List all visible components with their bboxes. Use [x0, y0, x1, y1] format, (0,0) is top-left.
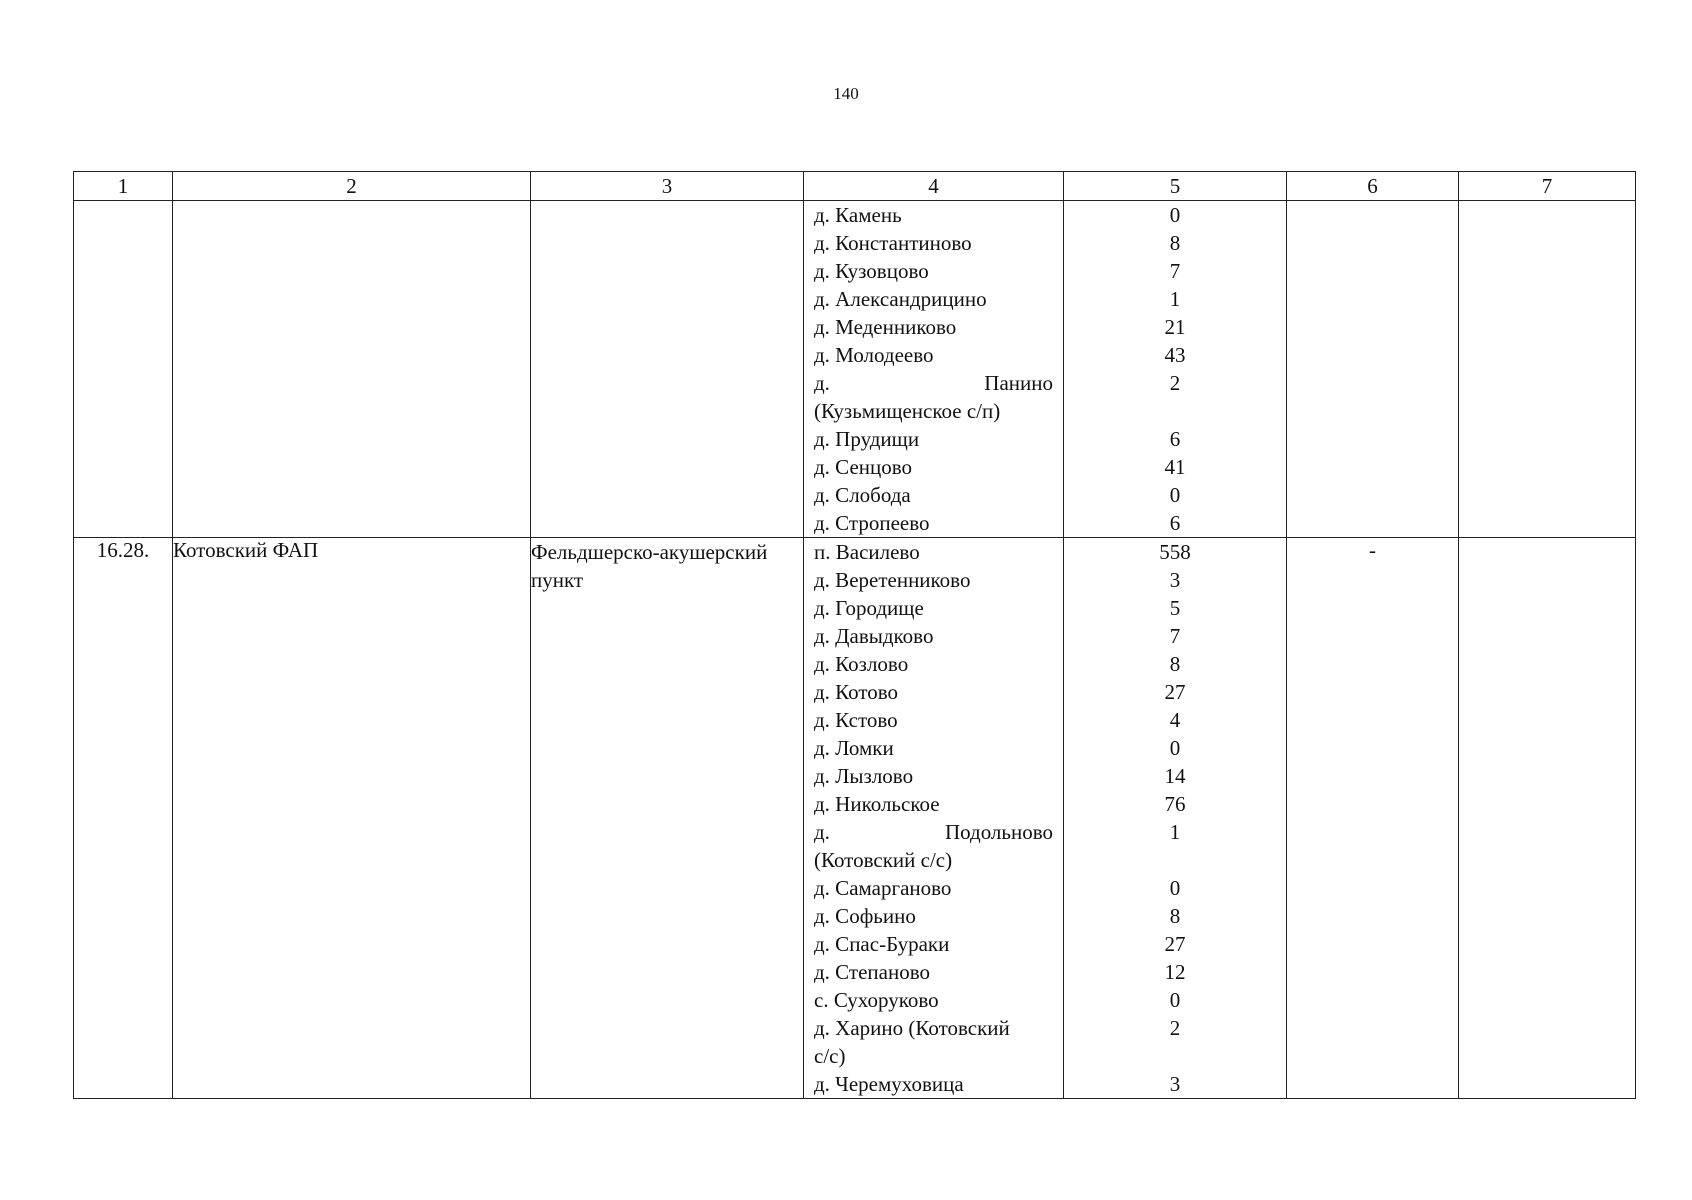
settlement-name: д. Степаново — [814, 960, 930, 984]
settlement-name-continuation: (Котовский с/с) — [814, 848, 953, 872]
list-item — [804, 818, 1286, 874]
population-value: 558 — [1063, 538, 1286, 566]
list-item — [804, 1070, 1286, 1098]
population-value: 8 — [1063, 650, 1286, 678]
settlement-name-continuation: с/с) — [814, 1044, 846, 1068]
list-item — [804, 678, 1286, 706]
settlement-name: д. Городище — [814, 596, 924, 620]
table-row — [74, 538, 1636, 1099]
list-item — [804, 201, 1286, 229]
list-item — [804, 341, 1286, 369]
list-item — [804, 706, 1286, 734]
locations-list — [804, 538, 1286, 1098]
list-item — [804, 622, 1286, 650]
list-item — [804, 986, 1286, 1014]
settlement-name-suffix: Подольново — [944, 820, 1053, 844]
list-item — [804, 229, 1286, 257]
population-value: 2 — [1063, 369, 1286, 425]
settlement-name: д. Молодеево — [814, 343, 934, 367]
header-col-1: 1 — [74, 172, 173, 201]
population-value: 7 — [1063, 622, 1286, 650]
settlement-name: д. Лызлово — [814, 764, 914, 788]
population-value: 2 — [1063, 1014, 1286, 1070]
settlement-name: д. Котово — [814, 680, 899, 704]
settlement-name: д. — [814, 371, 830, 395]
list-item — [804, 425, 1286, 453]
settlement-name: д. Камень — [814, 203, 902, 227]
list-item — [804, 566, 1286, 594]
list-item — [804, 594, 1286, 622]
settlement-name: п. Василево — [814, 540, 920, 564]
list-item — [804, 874, 1286, 902]
list-item — [804, 734, 1286, 762]
settlement-name: д. Харино (Котовский — [814, 1016, 1010, 1040]
population-value: 0 — [1063, 986, 1286, 1014]
population-value: 3 — [1063, 566, 1286, 594]
settlement-name: д. Кузовцово — [814, 259, 929, 283]
population-value: 0 — [1063, 481, 1286, 509]
population-value: 43 — [1063, 341, 1286, 369]
list-item — [804, 650, 1286, 678]
locations-list — [804, 201, 1286, 537]
settlement-name: д. Слобода — [814, 483, 911, 507]
population-value: 0 — [1063, 734, 1286, 762]
facility-type — [531, 201, 804, 538]
population-value: 0 — [1063, 874, 1286, 902]
facility-name: Котовский ФАП — [173, 538, 531, 1099]
row-number: 16.28. — [74, 538, 173, 1099]
list-item — [804, 285, 1286, 313]
population-value: 4 — [1063, 706, 1286, 734]
settlement-name: д. Меденниково — [814, 315, 957, 339]
list-item — [804, 1014, 1286, 1070]
list-item — [804, 538, 1286, 566]
row-number — [74, 201, 173, 538]
locations-cell — [804, 201, 1287, 538]
list-item — [804, 313, 1286, 341]
settlement-name: д. Ломки — [814, 736, 894, 760]
population-value: 76 — [1063, 790, 1286, 818]
page-number: 140 — [833, 84, 859, 103]
population-value: 6 — [1063, 509, 1286, 537]
settlement-name: д. Веретенниково — [814, 568, 971, 592]
column-7-value — [1459, 201, 1636, 538]
list-item — [804, 790, 1286, 818]
settlements-table — [73, 171, 1636, 1099]
population-value: 8 — [1063, 902, 1286, 930]
population-value: 5 — [1063, 594, 1286, 622]
settlement-name: д. Александрицино — [814, 287, 987, 311]
settlement-name: д. Прудищи — [814, 427, 920, 451]
table-row — [74, 201, 1636, 538]
settlement-name: д. Кстово — [814, 708, 898, 732]
header-col-2: 2 — [173, 172, 531, 201]
header-col-4-5 — [804, 172, 1287, 201]
settlement-name-continuation: (Кузьмищенское с/п) — [814, 399, 1001, 423]
population-value: 1 — [1063, 285, 1286, 313]
settlement-name: д. Самарганово — [814, 876, 952, 900]
settlement-name-suffix: Панино — [984, 371, 1053, 395]
settlement-name: д. Спас-Бураки — [814, 932, 950, 956]
settlement-name: д. Софьино — [814, 904, 916, 928]
population-value: 6 — [1063, 425, 1286, 453]
settlement-name: д. Стропеево — [814, 511, 930, 535]
header-col-7: 7 — [1459, 172, 1636, 201]
population-value: 3 — [1063, 1070, 1286, 1098]
locations-cell — [804, 538, 1287, 1099]
population-value: 8 — [1063, 229, 1286, 257]
header-row — [74, 172, 1636, 201]
settlement-name: с. Сухоруково — [814, 988, 939, 1012]
list-item — [804, 902, 1286, 930]
settlement-name: д. — [814, 820, 830, 844]
settlement-name: д. Козлово — [814, 652, 909, 676]
list-item — [804, 481, 1286, 509]
list-item — [804, 453, 1286, 481]
list-item — [804, 369, 1286, 425]
header-col-5: 5 — [1063, 172, 1286, 200]
list-item — [804, 762, 1286, 790]
settlement-name: д. Сенцово — [814, 455, 913, 479]
population-value: 0 — [1063, 201, 1286, 229]
settlement-name: д. Константиново — [814, 231, 972, 255]
population-value: 7 — [1063, 257, 1286, 285]
settlement-name: д. Никольское — [814, 792, 940, 816]
population-value: 27 — [1063, 930, 1286, 958]
header-col-6: 6 — [1287, 172, 1459, 201]
facility-name — [173, 201, 531, 538]
population-value: 41 — [1063, 453, 1286, 481]
list-item — [804, 257, 1286, 285]
population-value: 21 — [1063, 313, 1286, 341]
column-6-value — [1287, 201, 1459, 538]
population-value: 1 — [1063, 818, 1286, 874]
population-value: 27 — [1063, 678, 1286, 706]
settlement-name: д. Давыдково — [814, 624, 934, 648]
population-value: 12 — [1063, 958, 1286, 986]
facility-type: Фельдшерско-акушерский пункт — [531, 538, 804, 1099]
settlement-name: д. Черемуховица — [814, 1072, 964, 1096]
header-col-3: 3 — [531, 172, 804, 201]
list-item — [804, 930, 1286, 958]
column-7-value — [1459, 538, 1636, 1099]
list-item — [804, 509, 1286, 537]
list-item — [804, 958, 1286, 986]
population-value: 14 — [1063, 762, 1286, 790]
header-col-4: 4 — [928, 174, 939, 198]
column-6-value: - — [1287, 538, 1459, 1099]
